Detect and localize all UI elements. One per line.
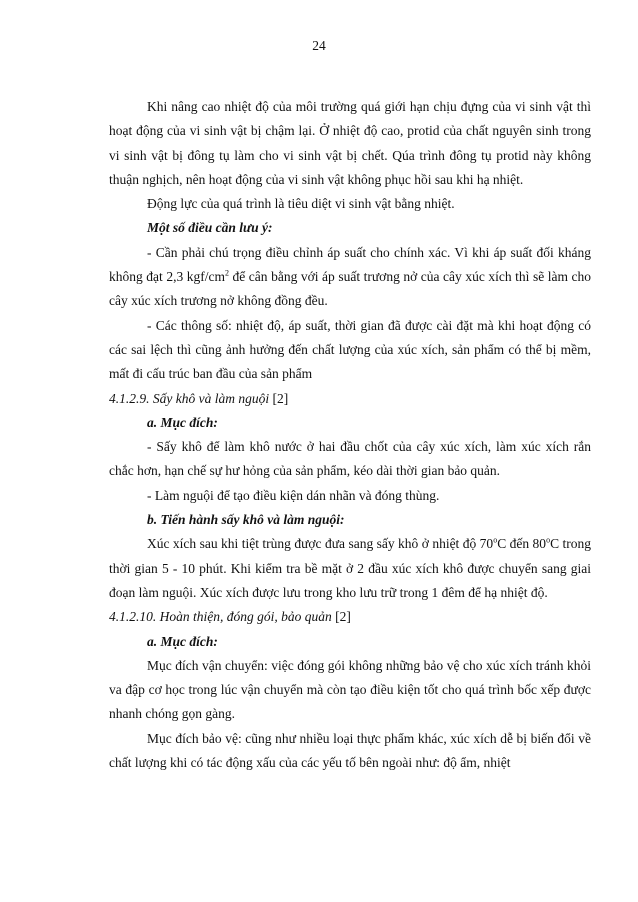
heading-procedure: b. Tiến hành sấy khô và làm nguội:: [147, 512, 345, 528]
section-reference: [2]: [331, 609, 351, 625]
heading-notes: Một số điều cần lưu ý:: [147, 220, 273, 236]
paragraph-drying-procedure: [109, 532, 591, 605]
heading-purpose: a. Mục đích:: [147, 633, 218, 649]
paragraph-parameters-note: - Các thông số: nhiệt độ, áp suất, thời gian đã được cài đặt mà khi hoạt động có các sai lệch thì cũng ảnh hưởng đến chất lượng của xúc xích, sản phẩm có thể bị mềm, mất đi cấu trúc ban đầu của sản phẩm: [109, 317, 591, 382]
page-body: [109, 95, 591, 775]
section-title-packaging: [109, 605, 591, 629]
procedure-text-2: C đến 80: [497, 536, 547, 552]
section-title-text: 4.1.2.10. Hoàn thiện, đóng gói, bảo quản: [109, 609, 332, 625]
page-number: 24: [312, 38, 326, 53]
paragraph-protid-denaturation: Khi nâng cao nhiệt độ của môi trường quá giới hạn chịu đựng của vi sinh vật thì hoạt động của vi sinh vật bị chậm lại. Ở nhiệt độ cao, protid của chất nguyên sinh trong vi sinh vật bị đông tụ làm cho vi sinh vật bị chết. Qúa trình đông tụ protid này không thuận nghịch, nên hoạt động của vi sinh vật không phục hồi sau khi hạ nhiệt.: [109, 99, 591, 187]
paragraph-protection-purpose: Mục đích bảo vệ: cũng như nhiều loại thực phẩm khác, xúc xích dễ bị biến đổi về chất lượng khi có tác động xấu của các yếu tố bên ngoài như: độ ẩm, nhiệt: [109, 730, 591, 771]
section-title-text: 4.1.2.9. Sấy khô và làm nguội: [109, 390, 270, 406]
procedure-text-3: C trong thời gian 5 - 10 phút. Khi kiểm tra bề mặt ở 2 đầu xúc xích khô được chuyển sang giai đoạn làm nguội. Xúc xích được lưu trong kho lưu trữ trong 1 đêm để hạ nhiệt độ.: [109, 536, 591, 600]
paragraph-cooling-purpose: - Làm nguội để tạo điều kiện dán nhãn và đóng thùng.: [147, 487, 440, 503]
pressure-note-text-start: - Cần phải chú trọng điều chỉnh áp suất cho chính xác. Vì khi áp suất đối kháng không đạt 2,3 kgf/cm: [109, 244, 591, 285]
section-title-drying-cooling: [109, 387, 591, 411]
degree-superscript-2: o: [546, 535, 551, 545]
procedure-text-1: Xúc xích sau khi tiệt trùng được đưa sang sấy khô ở nhiệt độ 70: [147, 536, 494, 552]
paragraph-driving-force: Động lực của quá trình là tiêu diệt vi sinh vật bằng nhiệt.: [147, 196, 455, 212]
section-reference: [2]: [269, 390, 289, 406]
superscript-2: 2: [224, 268, 229, 278]
heading-purpose: a. Mục đích:: [147, 414, 218, 430]
paragraph-drying-purpose: - Sấy khô để làm khô nước ở hai đầu chốt của cây xúc xích, làm xúc xích rắn chắc hơn, hạn chế sự hư hỏng của sản phẩm, kéo dài thời gian bảo quản.: [109, 439, 591, 479]
pressure-note-text-end: để cân bằng với áp suất trương nở của cây xúc xích thì sẽ làm cho cây xúc xích trương nở không đồng đều.: [109, 269, 592, 309]
degree-superscript-1: o: [493, 535, 498, 545]
paragraph-transport-purpose: Mục đích vận chuyển: việc đóng gói không những bảo vệ cho xúc xích tránh khỏi va đập cơ học trong lúc vận chuyển mà còn tạo điều kiện tốt cho quá trình bốc xếp được nhanh chóng gọn gàng.: [109, 657, 591, 722]
paragraph-pressure-note: [109, 241, 591, 314]
